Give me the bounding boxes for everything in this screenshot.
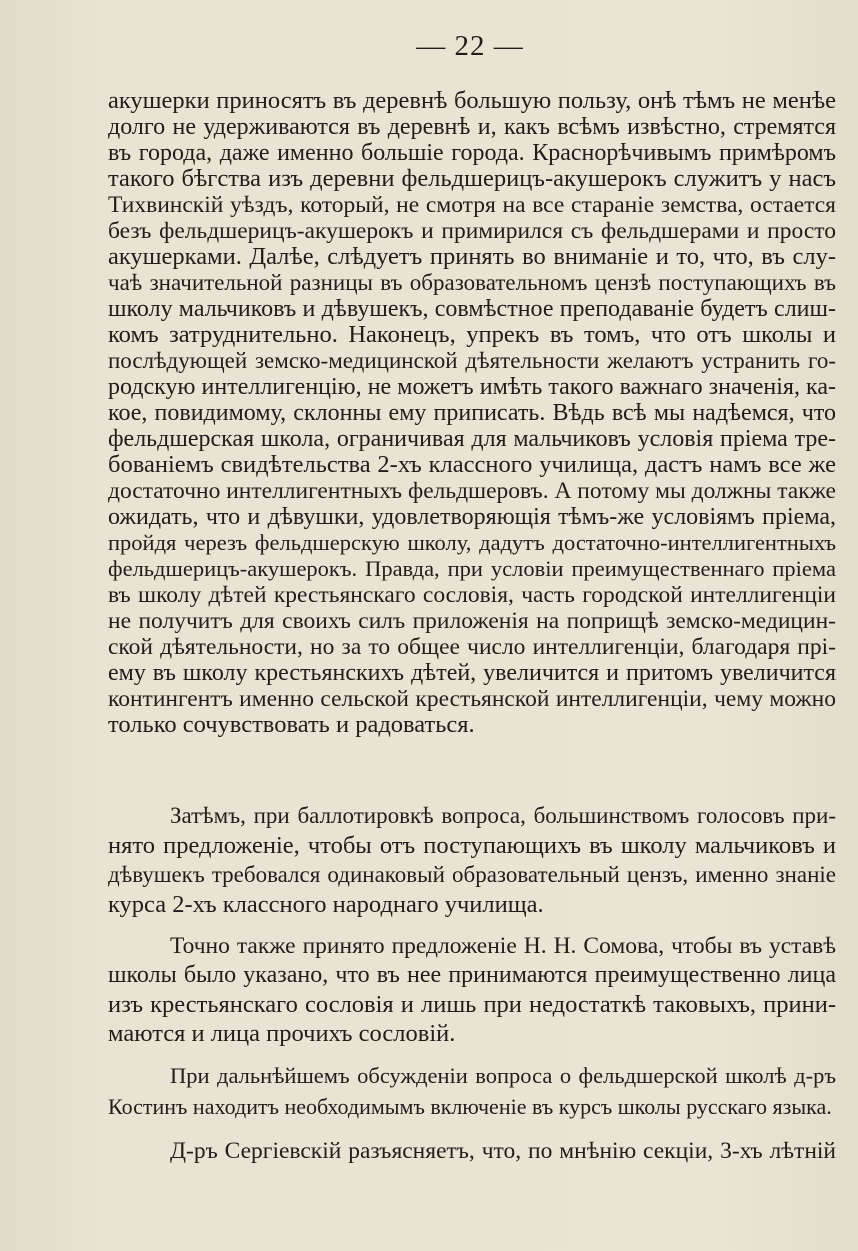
- text-line: бованіемъ свидѣтельства 2-хъ классного училища, дастъ намъ все же: [108, 451, 836, 478]
- text-line: ожидать, что и дѣвушки, удовлетворяющія тѣмъ-же условіямъ пріема,: [108, 504, 836, 530]
- text-line: пройдя черезъ фельдшерскую школу, дадутъ достаточно-интеллигентныхъ: [108, 530, 836, 555]
- text-line: такого бѣгства изъ деревни фельдшерицъ-акушерокъ служитъ у насъ: [108, 165, 836, 192]
- text-line: маются и лица прочихъ сословій.: [108, 1020, 456, 1047]
- text-line: ему въ школу крестьянскихъ дѣтей, увеличится и притомъ увеличится: [108, 660, 836, 686]
- text-line: достаточно интеллигентныхъ фельдшеровъ. А потому мы должны также: [108, 478, 836, 504]
- text-line: При дальнѣйшемъ обсужденіи вопроса о фельдшерской школѣ д-ръ: [170, 1063, 836, 1088]
- text-line: акушерки приносятъ въ деревнѣ большую пользу, онѣ тѣмъ не менѣе: [108, 87, 836, 114]
- text-line: курса 2-хъ классного народнаго училища.: [108, 891, 544, 918]
- text-line: долго не удерживаются въ деревнѣ и, какъ всѣмъ извѣстно, стремятся: [108, 114, 836, 140]
- text-line: школы было указано, что въ нее принимаются преимущественно лица: [108, 962, 836, 988]
- text-line: въ города, даже именно большіе города. Краснорѣчивымъ примѣромъ: [108, 140, 836, 166]
- text-line: чаѣ значительной разницы въ образовательномъ цензѣ поступающихъ въ: [108, 270, 836, 295]
- text-line: комъ затруднительно. Наконецъ, упрекъ въ томъ, что отъ школы и: [108, 321, 836, 348]
- text-line: въ школу дѣтей крестьянскаго сословія, часть городской интеллигенціи: [108, 582, 836, 608]
- page-number: — 22 —: [416, 30, 524, 62]
- text-line: Д-ръ Сергіевскій разъясняетъ, что, по мнѣнію секціи, 3-хъ лѣтній: [170, 1138, 836, 1164]
- text-line: Костинъ находитъ необходимымъ включеніе въ курсъ школы русскаго языка.: [108, 1094, 832, 1119]
- text-line: дѣвушекъ требовался одинаковый образовательный цензъ, именно знаніе: [108, 862, 836, 887]
- text-line: Затѣмъ, при баллотировкѣ вопроса, большинствомъ голосовъ при-: [170, 803, 836, 828]
- text-line: не получитъ для своихъ силъ приложенія на поприщѣ земско-медицин-: [108, 608, 836, 634]
- text-line: школу мальчиковъ и дѣвушекъ, совмѣстное преподаваніе будетъ слиш-: [108, 296, 836, 322]
- text-line: родскую интеллигенцію, не можетъ имѣть такого важнаго значенія, ка-: [108, 374, 836, 400]
- text-line: безъ фельдшерицъ-акушерокъ и примирился съ фельдшерами и просто: [108, 218, 836, 244]
- text-line: Тихвинскій уѣздъ, который, не смотря на все стараніе земства, остается: [108, 192, 836, 218]
- text-line: Точно также принято предложеніе Н. Н. Сомова, чтобы въ уставѣ: [170, 933, 836, 959]
- text-line: фельдшерская школа, ограничивая для мальчиковъ условія пріема тре-: [108, 426, 836, 452]
- text-line: только сочувствовать и радоваться.: [108, 711, 475, 738]
- text-line: контингентъ именно сельской крестьянской интеллигенціи, чему можно: [108, 686, 836, 712]
- text-line: акушерками. Далѣе, слѣдуетъ принять во вниманіе и то, что, въ слу-: [108, 243, 836, 270]
- text-line: фельдшерицъ-акушерокъ. Правда, при условіи преимущественнаго пріема: [108, 556, 836, 581]
- text-line: послѣдующей земско-медицинской дѣятельности желаютъ устранить го-: [108, 348, 836, 373]
- text-line: кое, повидимому, склонны ему приписать. Вѣдь всѣ мы надѣемся, что: [108, 400, 836, 426]
- text-line: изъ крестьянскаго сословія и лишь при недостаткѣ таковыхъ, прини-: [108, 991, 836, 1018]
- text-line: ской дѣятельности, но за то общее число интеллигенціи, благодаря прі-: [108, 634, 836, 660]
- text-line: нято предложеніе, чтобы отъ поступающихъ въ школу мальчиковъ и: [108, 832, 836, 859]
